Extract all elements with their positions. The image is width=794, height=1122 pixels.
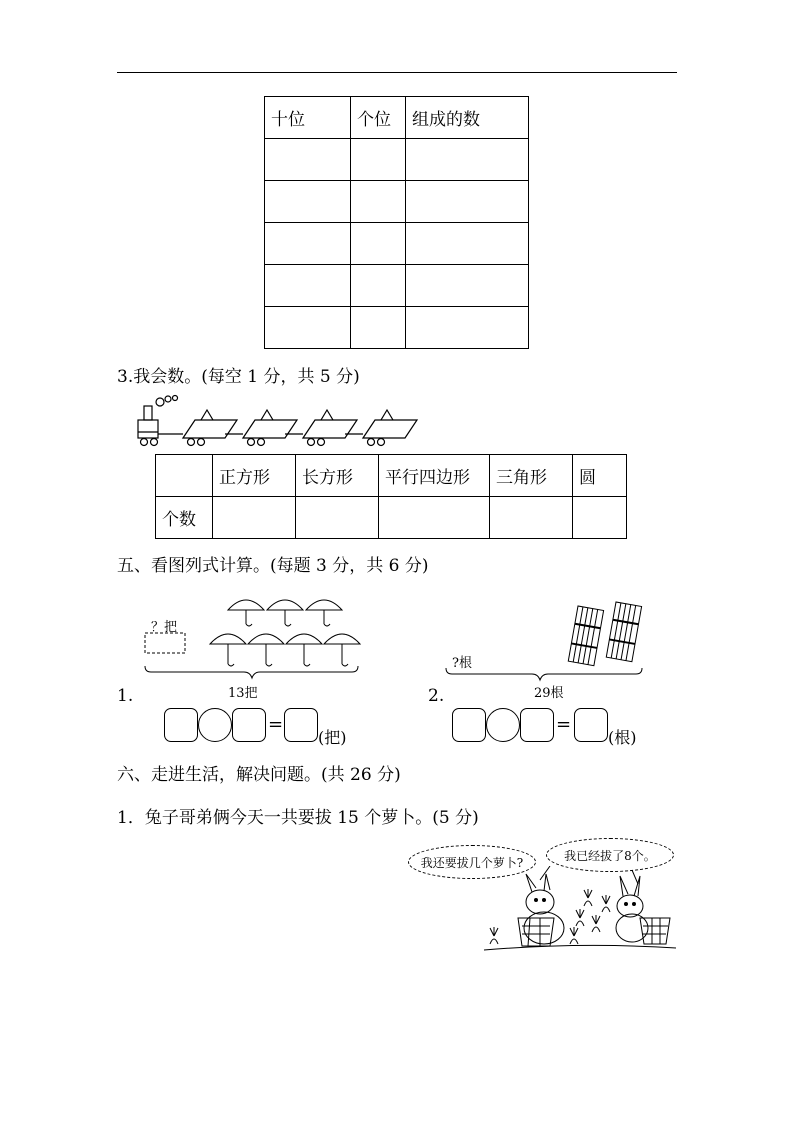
shape-count-table bbox=[155, 454, 627, 539]
place-value-table bbox=[264, 96, 529, 349]
table-header-row bbox=[156, 455, 627, 497]
table-header-row bbox=[265, 97, 529, 139]
table-row bbox=[156, 497, 627, 539]
section3-heading: 3.我会数。(每空 1 分，共 5 分) bbox=[117, 367, 360, 387]
answer-cell[interactable] bbox=[351, 181, 406, 223]
header-blank bbox=[156, 455, 213, 497]
top-rule bbox=[117, 72, 677, 73]
answer-cell[interactable] bbox=[406, 139, 529, 181]
answer-cell[interactable] bbox=[406, 223, 529, 265]
answer-cell[interactable] bbox=[265, 223, 351, 265]
answer-cell[interactable] bbox=[351, 139, 406, 181]
rabbits-carrots-illustration bbox=[480, 866, 680, 956]
section6-heading: 六、走进生活，解决问题。(共 26 分) bbox=[117, 765, 401, 785]
answer-box[interactable] bbox=[232, 708, 266, 742]
train-shapes-illustration bbox=[130, 392, 420, 454]
answer-box[interactable] bbox=[164, 708, 198, 742]
table-row bbox=[265, 223, 529, 265]
problem1-total-label: 13把 bbox=[228, 686, 258, 701]
header-rectangle: 长方形 bbox=[296, 455, 379, 497]
answer-cell[interactable] bbox=[265, 181, 351, 223]
problem2-unit: (根) bbox=[608, 728, 637, 747]
header-triangle: 三角形 bbox=[490, 455, 573, 497]
answer-cell[interactable] bbox=[406, 181, 529, 223]
answer-box[interactable] bbox=[284, 708, 318, 742]
answer-cell[interactable] bbox=[351, 307, 406, 349]
problem2-number: 2. bbox=[428, 686, 445, 706]
table-row bbox=[265, 307, 529, 349]
answer-box[interactable] bbox=[452, 708, 486, 742]
table-row bbox=[265, 139, 529, 181]
answer-cell[interactable] bbox=[406, 265, 529, 307]
answer-cell[interactable] bbox=[573, 497, 627, 539]
problem1-question-label: ？把 bbox=[151, 620, 178, 635]
problem1-number: 1. bbox=[117, 686, 134, 706]
header-circle: 圆 bbox=[573, 455, 627, 497]
speech-bubble-right: 我已经拔了8个。 bbox=[546, 838, 674, 872]
header-parallelogram: 平行四边形 bbox=[379, 455, 490, 497]
header-number: 组成的数 bbox=[406, 97, 529, 139]
umbrellas-illustration bbox=[140, 590, 370, 680]
answer-cell[interactable] bbox=[265, 265, 351, 307]
table-row bbox=[265, 181, 529, 223]
header-square: 正方形 bbox=[213, 455, 296, 497]
answer-cell[interactable] bbox=[296, 497, 379, 539]
operator-circle[interactable] bbox=[198, 708, 232, 742]
row-label-count: 个数 bbox=[156, 497, 213, 539]
equals-sign: = bbox=[268, 714, 284, 735]
answer-cell[interactable] bbox=[213, 497, 296, 539]
sticks-bundle-illustration bbox=[440, 598, 650, 688]
answer-cell[interactable] bbox=[490, 497, 573, 539]
table-row bbox=[265, 265, 529, 307]
speech-bubble-left: 我还要拔几个萝卜? bbox=[408, 845, 536, 879]
problem2-question-label: ?根 bbox=[452, 656, 472, 671]
answer-cell[interactable] bbox=[351, 265, 406, 307]
header-tens: 十位 bbox=[265, 97, 351, 139]
answer-cell[interactable] bbox=[351, 223, 406, 265]
answer-cell[interactable] bbox=[406, 307, 529, 349]
section6-problem1-text: 1．兔子哥弟俩今天一共要拔 15 个萝卜。(5 分) bbox=[117, 808, 479, 828]
answer-box[interactable] bbox=[574, 708, 608, 742]
operator-circle[interactable] bbox=[486, 708, 520, 742]
answer-box[interactable] bbox=[520, 708, 554, 742]
answer-cell[interactable] bbox=[265, 307, 351, 349]
header-ones: 个位 bbox=[351, 97, 406, 139]
answer-cell[interactable] bbox=[265, 139, 351, 181]
section5-heading: 五、看图列式计算。(每题 3 分，共 6 分) bbox=[117, 556, 429, 576]
equals-sign: = bbox=[556, 714, 572, 735]
answer-cell[interactable] bbox=[379, 497, 490, 539]
problem1-unit: (把) bbox=[318, 728, 347, 747]
problem2-total-label: 29根 bbox=[534, 686, 564, 701]
